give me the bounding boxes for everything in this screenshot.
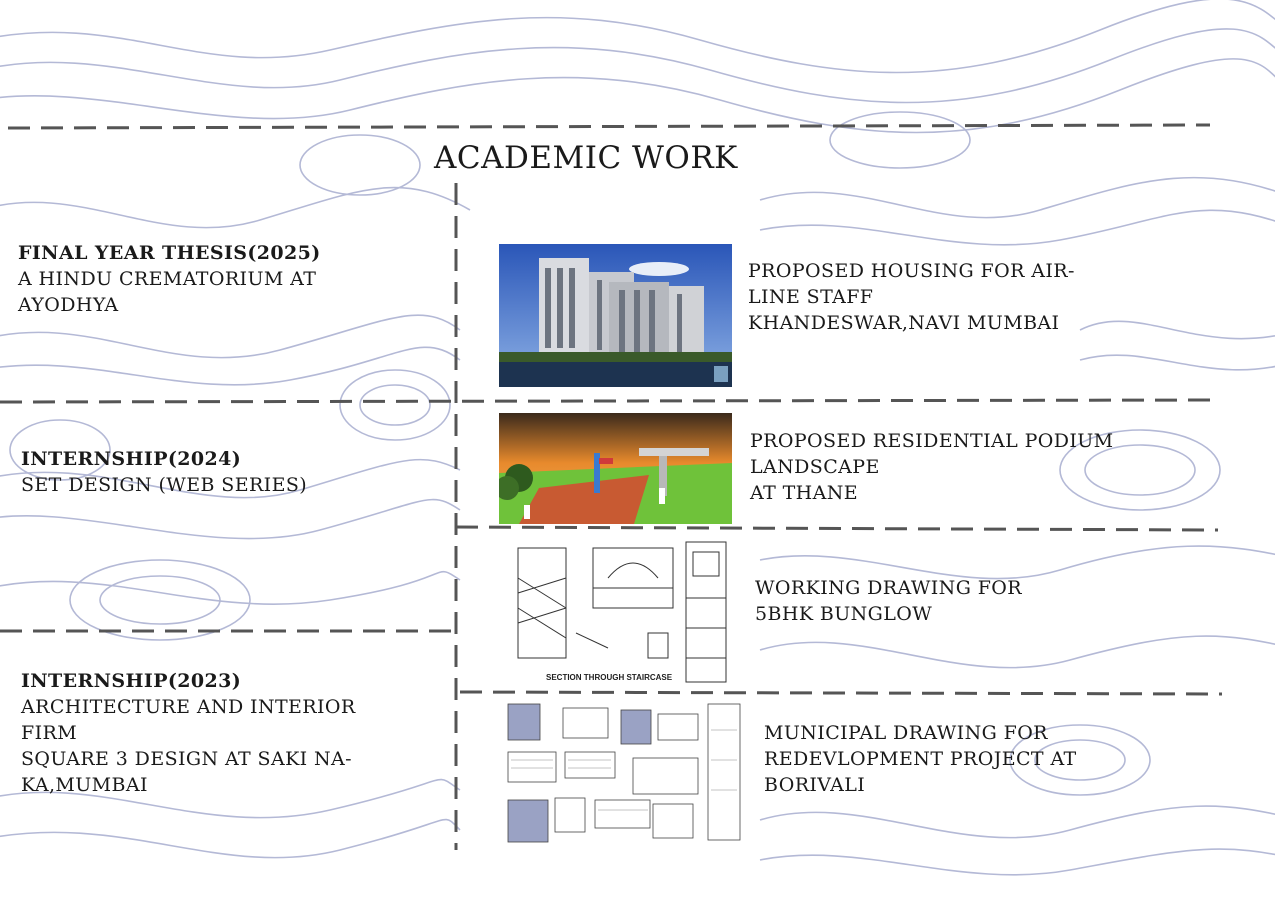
entry-final-year-thesis <box>18 240 321 318</box>
project-line: PROPOSED RESIDENTIAL PODIUM <box>750 430 1114 452</box>
project-line: KHANDESWAR,NAVI MUMBAI <box>748 312 1060 334</box>
project-working-drawing-description <box>755 575 1022 627</box>
entry-line: KA,MUMBAI <box>21 774 148 796</box>
staircase-drawing-image[interactable] <box>508 538 732 686</box>
project-line: WORKING DRAWING FOR <box>755 577 1022 599</box>
project-line: AT THANE <box>750 482 859 504</box>
entry-line: SET DESIGN (WEB SERIES) <box>21 474 308 496</box>
project-housing-description <box>748 258 1075 336</box>
entry-line: A HINDU CREMATORIUM AT <box>18 268 317 290</box>
podium-landscape-image[interactable] <box>499 413 732 524</box>
project-line: MUNICIPAL DRAWING FOR <box>764 722 1048 744</box>
entry-heading: INTERNSHIP(2024) <box>21 448 242 470</box>
project-line: 5BHK BUNGLOW <box>755 603 933 625</box>
entry-line: AYODHYA <box>18 294 119 316</box>
project-line: PROPOSED HOUSING FOR AIR- <box>748 260 1075 282</box>
project-line: REDEVLOPMENT PROJECT AT <box>764 748 1077 770</box>
entry-line: FIRM <box>21 722 78 744</box>
staircase-caption: SECTION THROUGH STAIRCASE <box>546 673 673 682</box>
municipal-drawing-image[interactable] <box>503 700 743 847</box>
page-title: ACADEMIC WORK <box>434 140 738 176</box>
project-line: LINE STAFF <box>748 286 874 308</box>
housing-render-image[interactable] <box>499 244 732 387</box>
entry-heading: FINAL YEAR THESIS(2025) <box>18 242 321 264</box>
project-line: LANDSCAPE <box>750 456 880 478</box>
entry-heading: INTERNSHIP(2023) <box>21 670 242 692</box>
entry-line: SQUARE 3 DESIGN AT SAKI NA- <box>21 748 352 770</box>
entry-internship-2023 <box>21 668 356 798</box>
entry-line: ARCHITECTURE AND INTERIOR <box>21 696 356 718</box>
project-municipal-description <box>764 720 1077 798</box>
project-line: BORIVALI <box>764 774 866 796</box>
project-landscape-description <box>750 428 1114 506</box>
entry-internship-2024 <box>21 446 307 498</box>
